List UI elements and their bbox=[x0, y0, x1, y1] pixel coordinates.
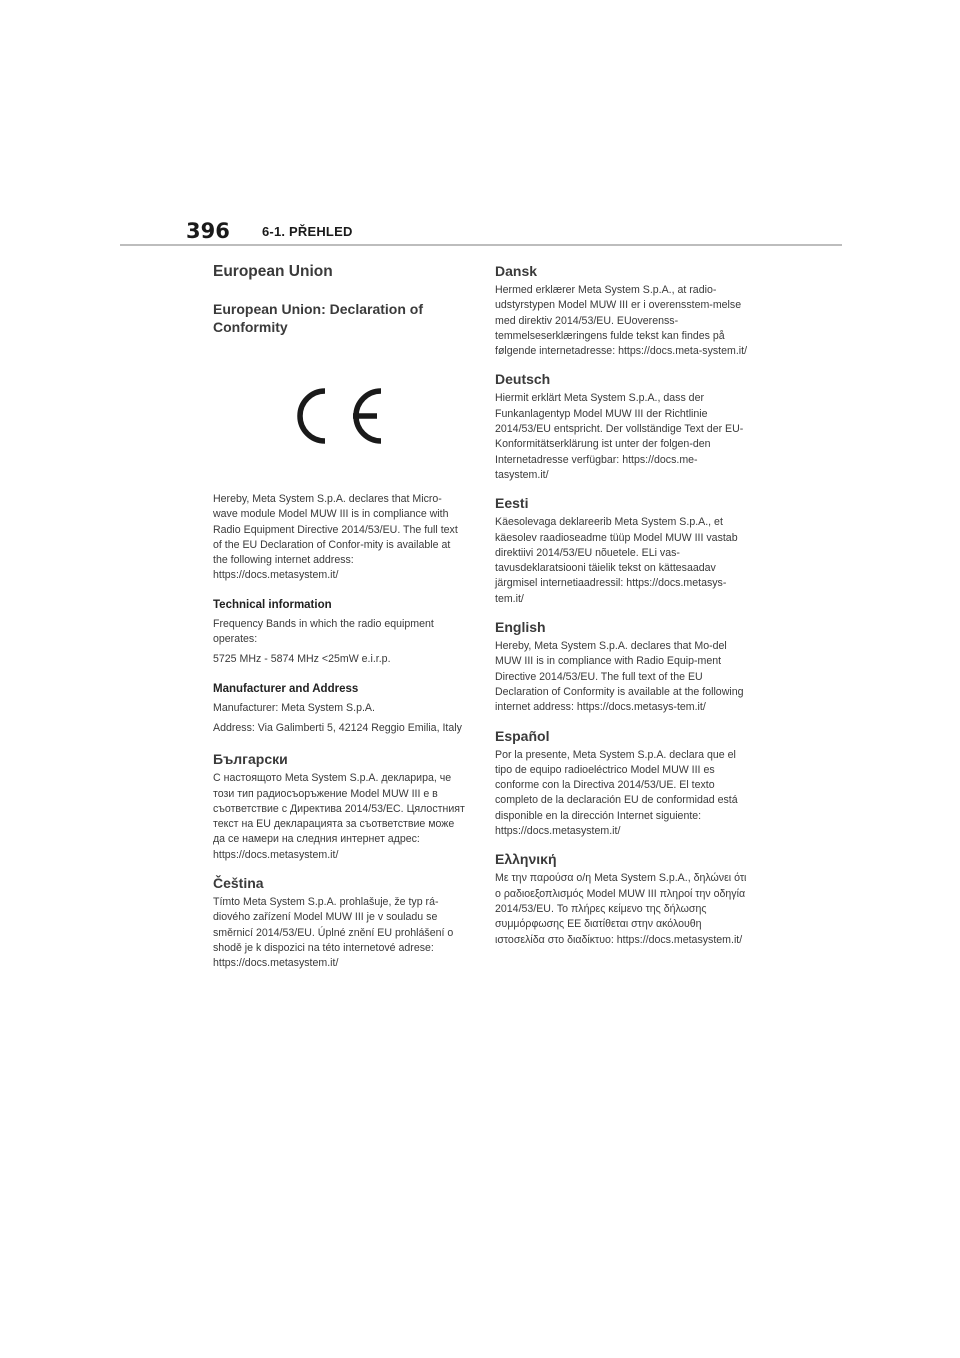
header-divider bbox=[120, 244, 842, 246]
lang-english bbox=[495, 618, 747, 715]
english-heading: English bbox=[495, 619, 546, 636]
manufacturer-name: Manufacturer: Meta System S.p.A. bbox=[213, 701, 375, 714]
bulgarian-heading: Български bbox=[213, 751, 288, 768]
page-number: 396 bbox=[186, 219, 230, 243]
declaration-heading: European Union: Declaration of Conformity bbox=[213, 301, 424, 335]
lang-danish bbox=[495, 262, 747, 359]
ce-mark bbox=[213, 346, 465, 486]
greek-heading: Ελληνική bbox=[495, 851, 557, 868]
lang-greek bbox=[495, 850, 747, 947]
german-text: Hiermit erklärt Meta System S.p.A., dass der Funkanlagentyp Model MUW III der Richtlinie 2014/53/EU entspricht. Der vollständige Text der EU-Konformitätserklärung ist unter der folgen-den Internetadresse verfügbar: https://docs.me-tasystem.it/ bbox=[495, 392, 744, 481]
czech-text: Tímto Meta System S.p.A. prohlašuje, že typ rá-diového zařízení Model MUW III je v souladu se směrnicí 2014/53/EU. Úplné znění EU prohlášení o shodě je k dispozici na této internetové adrese: https://docs.metasystem.it/ bbox=[213, 896, 454, 970]
technical-info-heading: Technical information bbox=[213, 598, 332, 611]
estonian-text: Käesolevaga deklareerib Meta System S.p.A., et käesolev raadioseadme tüüp Model MUW III vastab direktiivi 2014/53/EU nõuetele. ELi vas-tavusdeklaratsiooni täielik tekst on kättesaadav järgmisel internetiaadressil: https://docs.metasys-tem.it/ bbox=[495, 516, 738, 605]
english-text: Hereby, Meta System S.p.A. declares that Mo-del MUW III is in compliance with Radio Equip-ment Directive 2014/53/EU. The full text of the EU Declaration of Conformity is available at the following internet address: https://docs.metasys-tem.it/ bbox=[495, 640, 744, 714]
manufacturer-heading: Manufacturer and Address bbox=[213, 682, 359, 695]
german-heading: Deutsch bbox=[495, 371, 551, 388]
greek-text: Με την παρούσα ο/η Meta System S.p.A., δηλώνει ότι ο ραδιοεξοπλισμός Model MUW III πληροί την οδηγία 2014/53/EU. Το πλήρες κείμενο της δήλωσης συμμόρφωσης ΕΕ διατίθεται στην ακόλουθη ιστοσελίδα στο διαδίκτυο: https://docs.metasystem.it/ bbox=[495, 872, 747, 946]
danish-text: Hermed erklærer Meta System S.p.A., at radio-udstyrstypen Model MUW III er i overensstem-melse med direktiv 2014/53/EU. EUoverenss-temmelseserklæringens fulde tekst kan findes på følgende internetadresse: https://docs.meta-system.it/ bbox=[495, 284, 748, 358]
chapter-title: 6-1. PŘEHLED bbox=[262, 223, 353, 239]
section-title: European Union bbox=[213, 263, 333, 280]
lang-spanish bbox=[495, 727, 747, 840]
left-column bbox=[213, 262, 465, 983]
right-column bbox=[495, 262, 747, 959]
lang-estonian bbox=[495, 494, 747, 607]
frequency-value: 5725 MHz - 5874 MHz <25mW e.i.r.p. bbox=[213, 653, 391, 666]
estonian-heading: Eesti bbox=[495, 495, 529, 512]
lang-german bbox=[495, 370, 747, 483]
lang-czech bbox=[213, 874, 465, 971]
spanish-text: Por la presente, Meta System S.p.A. declara que el tipo de equipo radioeléctrico Model MUW III es conforme con la Directiva 2014/53/UE. El texto completo de la declaración EU de conformidad está disponible en la dirección Internet siguiente: https://docs.metasystem.it/ bbox=[495, 748, 738, 838]
manufacturer-address: Address: Via Galimberti 5, 42124 Reggio Emilia, Italy bbox=[213, 721, 462, 734]
ce-mark-icon bbox=[289, 383, 389, 449]
danish-heading: Dansk bbox=[495, 263, 538, 279]
technical-info-text: Frequency Bands in which the radio equipment operates: bbox=[213, 617, 434, 646]
page-header bbox=[186, 214, 353, 248]
declaration-text: Hereby, Meta System S.p.A. declares that Micro-wave module Model MUW III is in compliance with Radio Equipment Directive 2014/53/EU. The full text of the EU Declaration of Confor-mity is available at the following internet address: https://docs.metasystem.it/ bbox=[213, 493, 458, 582]
lang-bulgarian bbox=[213, 750, 465, 863]
spanish-heading: Español bbox=[495, 727, 550, 744]
czech-heading: Čeština bbox=[213, 875, 264, 892]
bulgarian-text: С настоящото Meta System S.p.A. декларира, че този тип радиосъоръжение Model MUW III е в съответствие с Директива 2014/53/ЕС. Цялостният текст на EU декларацията за съответствие може да се намери на следния интернет адрес: https://docs.metasystem.it/ bbox=[213, 772, 465, 861]
